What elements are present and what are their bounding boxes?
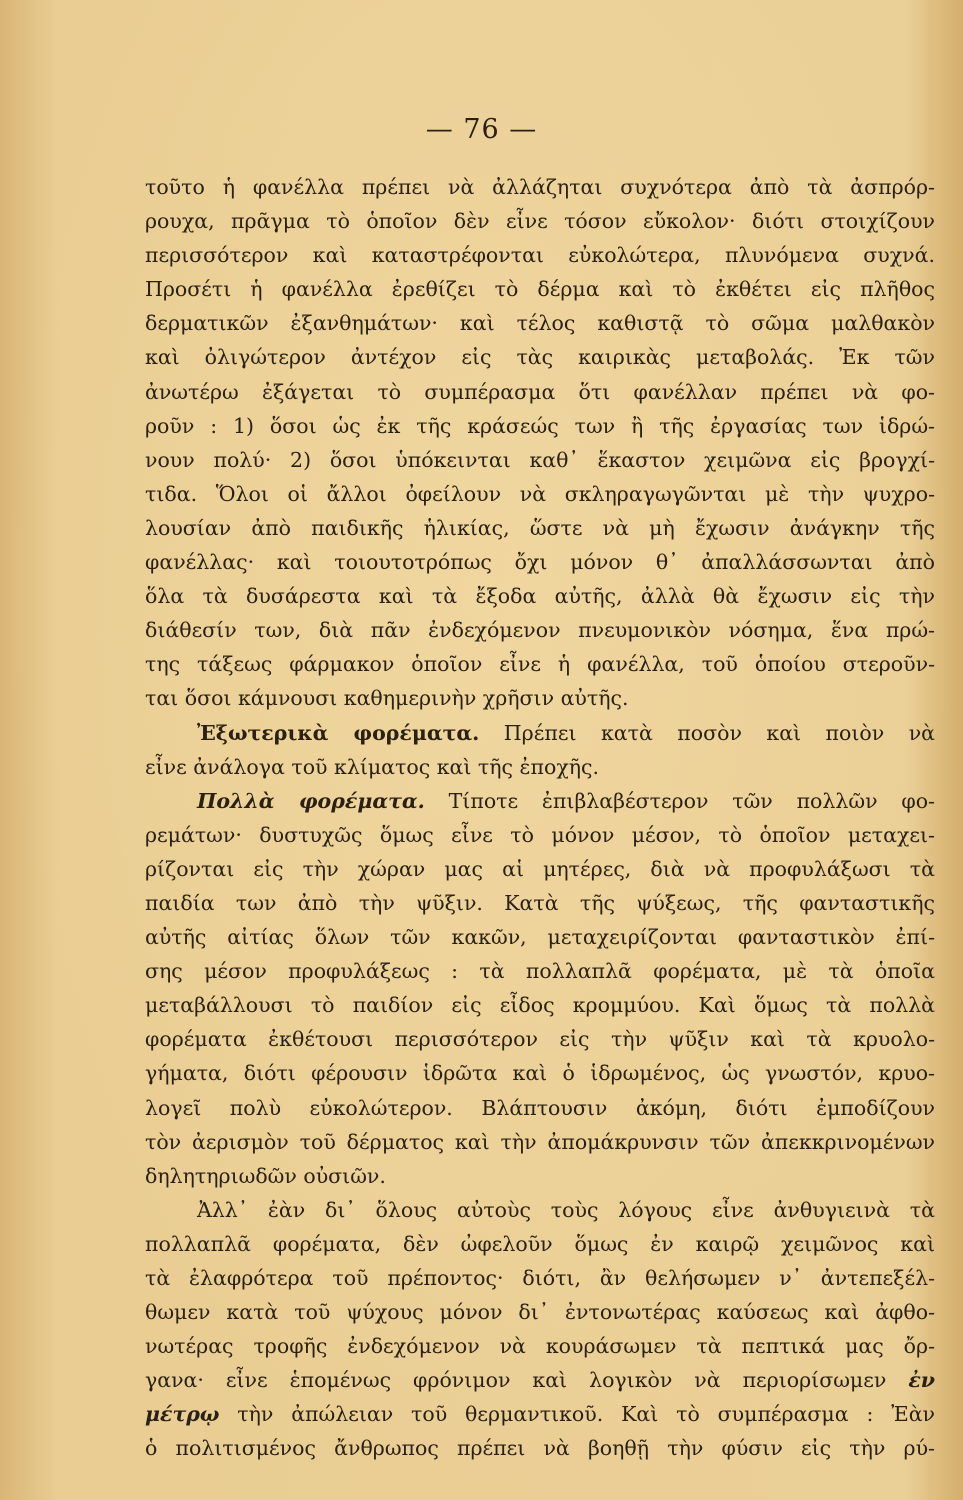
emphasis-metro: μέτρῳ: [145, 1402, 220, 1427]
text-line: ται ὅσοι κάμνουσι καθημερινὴν χρῆσιν αὐτῆς.: [145, 686, 629, 711]
many-garments-paragraph: [145, 784, 935, 818]
text-line: περισσότερον καὶ καταστρέφονται εὐκολώτερα, πλυνόμενα συχνά.: [145, 243, 935, 268]
text-line: τοῦτο ἡ φανέλλα πρέπει νὰ ἀλλάζηται συχνότερα ἀπὸ τὰ ἀσπρόρ-: [145, 175, 935, 199]
outer-garments-paragraph: [145, 716, 935, 750]
page-body: [145, 170, 935, 1466]
text-line: δερματικῶν ἐξανθημάτων· καὶ τέλος καθιστᾷ τὸ σῶμα μαλθακὸν: [145, 311, 935, 336]
text-line: ροῦν : 1) ὅσοι ὡς ἐκ τῆς κράσεώς των ἢ τῆς ἐργασίας των ἱδρώ-: [145, 413, 935, 438]
text-line: καὶ ὀλιγώτερον ἀντέχον εἰς τὰς καιρικὰς μεταβολάς. Ἐκ τῶν: [145, 345, 935, 370]
text-line: ἀνωτέρω ἐξάγεται τὸ συμπέρασμα ὅτι φανέλλαν πρέπει νὰ φο-: [145, 379, 935, 404]
text-line: πολλαπλᾶ φορέματα, δὲν ὠφελοῦν ὅμως ἐν καιρῷ χειμῶνος καὶ: [145, 1231, 935, 1256]
text-line: παιδία των ἀπὸ τὴν ψῦξιν. Κατὰ τῆς ψύξεως, τῆς φανταστικῆς: [145, 890, 935, 915]
text-line: νουν πολύ· 2) ὅσοι ὑπόκεινται καθ᾿ ἕκαστον χειμῶνα εἰς βρογχί-: [145, 447, 935, 472]
text-line: [145, 1397, 935, 1431]
text-line: διάθεσίν των, διὰ πᾶν ἐνδεχόμενον πνευμονικὸν νόσημα, ἕνα πρώ-: [145, 618, 935, 643]
text-line: Ἀλλ᾿ ἐὰν δι᾿ ὅλους αὐτοὺς τοὺς λόγους εἶνε ἀνθυγιεινὰ τὰ: [197, 1197, 935, 1222]
text-line: ρεμάτων· δυστυχῶς ὅμως εἶνε τὸ μόνον μέσον, τὸ ὁποῖον μεταχει-: [145, 822, 935, 847]
text-line: αὐτῆς αἰτίας ὅλων τῶν κακῶν, μεταχειρίζονται φανταστικὸν ἐπί-: [145, 925, 935, 950]
text-line: δηλητηριωδῶν οὐσιῶν.: [145, 1163, 386, 1188]
text-line: σης μέσον προφυλάξεως : τὰ πολλαπλᾶ φορέματα, μὲ τὰ ὁποῖα: [145, 959, 935, 984]
text-line: ὅλα τὰ δυσάρεστα καὶ τὰ ἔξοδα αὐτῆς, ἀλλὰ θὰ ἔχωσιν εἰς τὴν: [145, 584, 935, 609]
text-line: φορέματα ἐκθέτουσι περισσότερον εἰς τὴν ψῦξιν καὶ τὰ κρυολο-: [145, 1027, 935, 1052]
text-line: γήματα, διότι φέρουσιν ἱδρῶτα καὶ ὁ ἱδρωμένος, ὡς γνωστόν, κρυο-: [145, 1061, 935, 1086]
text-line: ρίζονται εἰς τὴν χώραν μας αἱ μητέρες, διὰ νὰ προφυλάξωσι τὰ: [145, 856, 935, 881]
text-run: Πρέπει κατὰ ποσὸν καὶ ποιὸν νὰ: [479, 720, 936, 745]
text-run: τὴν ἀπώλειαν τοῦ θερμαντικοῦ. Καὶ τὸ συμπέρασμα : Ἐὰν: [219, 1402, 935, 1427]
text-line: λογεῖ πολὺ εὐκολώτερον. Βλάπτουσιν ἀκόμη, διότι ἐμποδίζουν: [145, 1095, 935, 1120]
text-line: Προσέτι ἡ φανέλλα ἐρεθίζει τὸ δέρμα καὶ τὸ ἐκθέτει εἰς πλῆθος: [145, 277, 935, 302]
text-line: τὸν ἀερισμὸν τοῦ δέρματος καὶ τὴν ἀπομάκρυνσιν τῶν ἀπεκκρινομένων: [145, 1129, 935, 1154]
section-heading-outer-garments: Ἐξωτερικὰ φορέματα.: [197, 720, 480, 745]
text-line: ρουχα, πρᾶγμα τὸ ὁποῖον δὲν εἶνε τόσον εὔκολον· διότι στοιχίζουν: [145, 209, 935, 234]
page-number: — 76 —: [425, 114, 538, 145]
emphasis-en: ἐν: [908, 1368, 935, 1393]
text-line: [145, 1363, 935, 1397]
text-line: μεταβάλλουσι τὸ παιδίον εἰς εἶδος κρομμύου. Καὶ ὅμως τὰ πολλὰ: [145, 993, 935, 1018]
text-run: γανα· εἶνε ἑπομένως φρόνιμον καὶ λογικὸν νὰ περιορίσωμεν: [145, 1368, 909, 1393]
text-line: τιδα. Ὅλοι οἱ ἄλλοι ὀφείλουν νὰ σκληραγωγῶνται μὲ τὴν ψυχρο-: [145, 481, 935, 506]
text-line: φανέλλας· καὶ τοιουτοτρόπως ὄχι μόνον θ᾿ ἀπαλλάσσωνται ἀπὸ: [145, 550, 935, 575]
text-line: λουσίαν ἀπὸ παιδικῆς ἡλικίας, ὥστε νὰ μὴ ἔχωσιν ἀνάγκην τῆς: [145, 515, 935, 540]
text-run: Τίποτε ἐπιβλαβέστερον τῶν πολλῶν φο-: [424, 788, 935, 813]
text-line: τὰ ἐλαφρότερα τοῦ πρέποντος· διότι, ἂν θελήσωμεν ν᾿ ἀντεπεξέλ-: [145, 1266, 935, 1290]
text-line: εἶνε ἀνάλογα τοῦ κλίματος καὶ τῆς ἐποχῆς.: [145, 754, 600, 779]
text-line: της τάξεως φάρμακον ὁποῖον εἶνε ἡ φανέλλα, τοῦ ὁποίου στεροῦν-: [145, 652, 935, 677]
text-line: θωμεν κατὰ τοῦ ψύχους μόνον δι᾿ ἐντονωτέρας καύσεως καὶ ἀφθο-: [145, 1300, 935, 1325]
section-heading-many-garments: Πολλὰ φορέματα.: [197, 788, 425, 813]
text-line: ὁ πολιτισμένος ἄνθρωπος πρέπει νὰ βοηθῇ τὴν φύσιν εἰς τὴν ρύ-: [145, 1436, 935, 1461]
text-line: νωτέρας τροφῆς ἐνδεχόμενον νὰ κουράσωμεν τὰ πεπτικά μας ὄρ-: [145, 1334, 935, 1359]
